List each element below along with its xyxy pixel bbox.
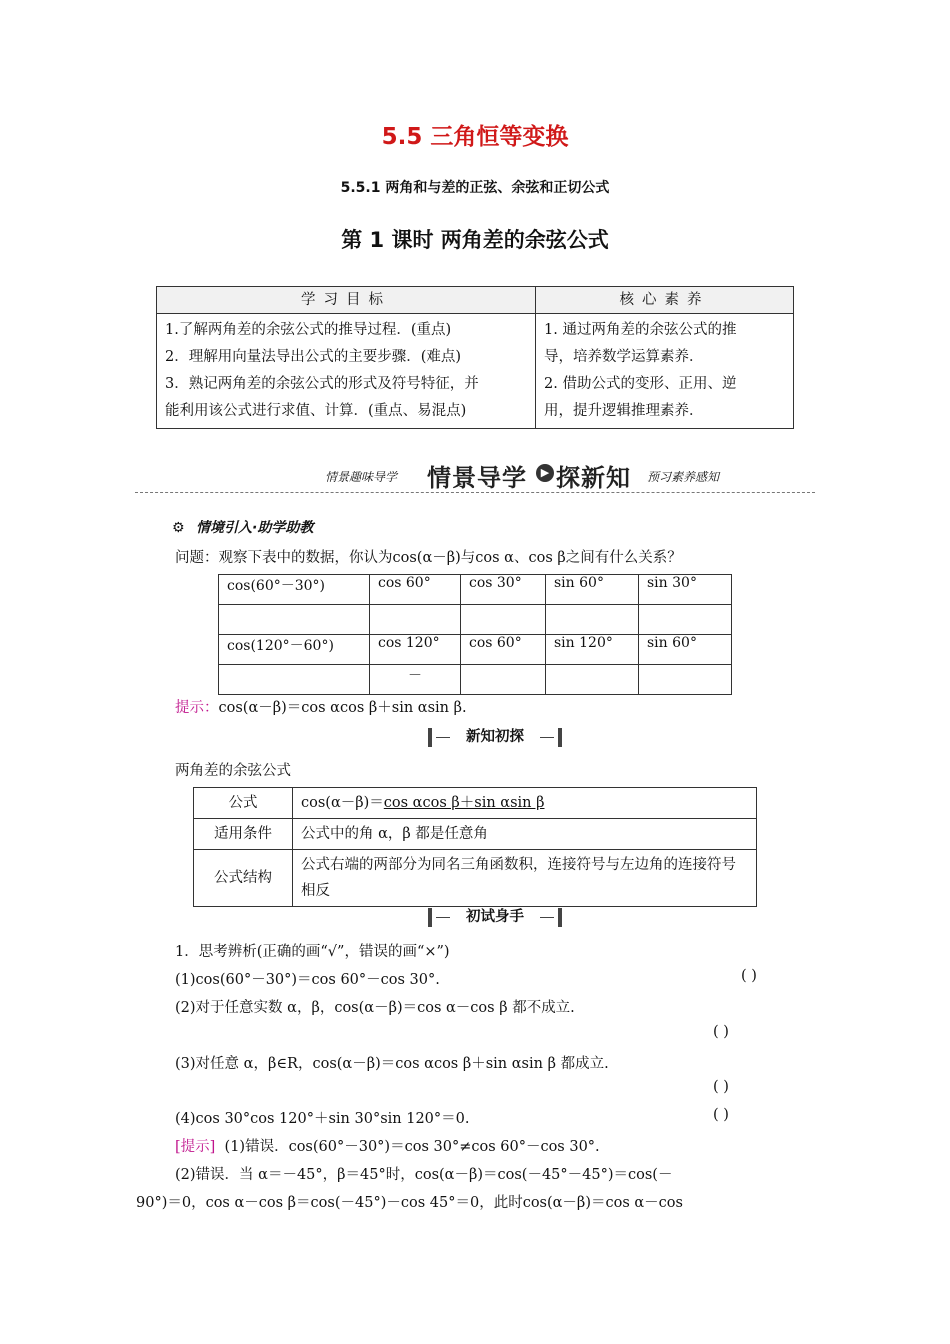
table-cell	[639, 605, 732, 635]
literacy-cell	[536, 314, 794, 429]
core-literacy-header: 核心素养	[536, 287, 794, 314]
subsection-title: 5.5.1 两角和与差的正弦、余弦和正切公式	[340, 180, 610, 196]
practice-hint-line	[175, 1135, 600, 1156]
table-cell	[546, 605, 639, 635]
table-row	[194, 850, 757, 907]
table-row	[219, 605, 732, 635]
literacy-line: 1. 通过两角差的余弦公式的推	[544, 322, 737, 338]
row-value	[293, 788, 757, 819]
literacy-line: 导，培养数学运算素养．	[544, 349, 704, 365]
formula-table	[193, 787, 757, 907]
intro-question: 问题：观察下表中的数据，你认为cos(α－β)与cos α、cos β之间有什么关系？	[175, 550, 682, 566]
row-value: 公式中的角 α，β 都是任意角	[293, 819, 757, 850]
goals-cell	[157, 314, 536, 429]
goal-line: 2．理解用向量法导出公式的主要步骤．(难点)	[165, 349, 462, 365]
practice-hint-line: (2)错误．当 α＝－45°，β＝45°时，cos(α－β)＝cos(－45°－45°)＝cos(－	[175, 1167, 673, 1183]
row-label: 适用条件	[194, 819, 293, 850]
table-cell	[370, 605, 461, 635]
hint-text: cos(α－β)＝cos αcos β＋sin αsin β.	[218, 700, 467, 716]
answer-blank: ( )	[713, 1024, 729, 1040]
table-row	[219, 665, 732, 695]
table-cell	[219, 665, 370, 695]
intro-hint	[175, 696, 467, 717]
literacy-line: 2. 借助公式的变形、正用、逆	[544, 376, 737, 392]
lesson-title: 第 1 课时 两角差的余弦公式	[341, 228, 609, 252]
table-row	[194, 819, 757, 850]
table-cell: sin 60°	[639, 635, 732, 665]
practice-item: (1)cos(60°－30°)＝cos 60°－cos 30°.	[175, 972, 440, 988]
banner-title-right: 探新知	[556, 464, 631, 492]
formula-heading: 两角差的余弦公式	[175, 763, 291, 779]
goal-line: 3．熟记两角差的余弦公式的形式及符号特征，并	[165, 376, 479, 392]
practice-item: (3)对任意 α，β∈R，cos(α－β)＝cos αcos β＋sin αsin β 都成立.	[175, 1056, 609, 1072]
banner-right-caption: 预习素养感知	[647, 470, 720, 484]
table-cell: －	[370, 665, 461, 695]
section-banner	[135, 456, 815, 493]
practice-item: (2)对于任意实数 α，β，cos(α－β)＝cos α－cos β 都不成立.	[175, 1000, 575, 1016]
section-title: 5.5 三角恒等变换	[381, 124, 569, 150]
hint-label: 提示：	[175, 700, 219, 716]
practice-label: 初试身手	[428, 908, 562, 927]
literacy-line: 用，提升逻辑推理素养．	[544, 403, 704, 419]
formula-prefix: cos(α－β)＝	[301, 795, 384, 811]
row-label: 公式	[194, 788, 293, 819]
goal-line: 能利用该公式进行求值、计算．(重点、易混点)	[165, 403, 467, 419]
table-cell: cos 60°	[461, 635, 546, 665]
goals-table	[156, 286, 794, 429]
answer-blank: ( )	[713, 1107, 729, 1123]
table-cell: cos 60°	[370, 575, 461, 605]
table-cell	[546, 665, 639, 695]
table-cell: cos 30°	[461, 575, 546, 605]
answer-blank: ( )	[741, 968, 757, 984]
table-cell: sin 30°	[639, 575, 732, 605]
answer-blank: ( )	[713, 1079, 729, 1095]
practice-hint-line: 90°)＝0，cos α－cos β＝cos(－45°)－cos 45°＝0，此时cos(α－β)＝cos α－cos	[136, 1195, 683, 1211]
table-cell	[461, 605, 546, 635]
data-table	[218, 574, 732, 695]
goals-header: 学习目标	[157, 287, 536, 314]
table-cell: cos(60°－30°)	[219, 575, 370, 605]
row-value: 公式右端的两部分为同名三角函数积，连接符号与左边角的连接符号相反	[293, 850, 757, 907]
table-cell: cos 120°	[370, 635, 461, 665]
table-cell	[639, 665, 732, 695]
table-row	[219, 575, 732, 605]
banner-left-caption: 情景趣味导学	[325, 470, 398, 484]
intro-section-label	[172, 517, 313, 537]
goal-line: 1.了解两角差的余弦公式的推导过程．(重点)	[165, 322, 452, 338]
table-cell: sin 60°	[546, 575, 639, 605]
table-cell: sin 120°	[546, 635, 639, 665]
intro-label-text: 情境引入·助学助教	[196, 520, 314, 536]
hint-label: [提示]	[175, 1139, 216, 1155]
table-row	[194, 788, 757, 819]
arrow-right-icon: ▶	[536, 464, 554, 482]
gear-icon: ⚙	[172, 520, 185, 536]
table-cell	[219, 605, 370, 635]
new-knowledge-label: 新知初探	[428, 728, 562, 747]
question-title: 1．思考辨析(正确的画“√”，错误的画“×”)	[175, 944, 450, 960]
table-cell: cos(120°－60°)	[219, 635, 370, 665]
formula-underlined: cos αcos β＋sin αsin β	[383, 795, 545, 811]
banner-title-left: 情景导学	[427, 464, 527, 492]
practice-item: (4)cos 30°cos 120°＋sin 30°sin 120°＝0.	[175, 1111, 470, 1127]
table-cell	[461, 665, 546, 695]
row-label: 公式结构	[194, 850, 293, 907]
hint-text: (1)错误．cos(60°－30°)＝cos 30°≠cos 60°－cos 30°.	[224, 1139, 600, 1155]
table-row	[219, 635, 732, 665]
